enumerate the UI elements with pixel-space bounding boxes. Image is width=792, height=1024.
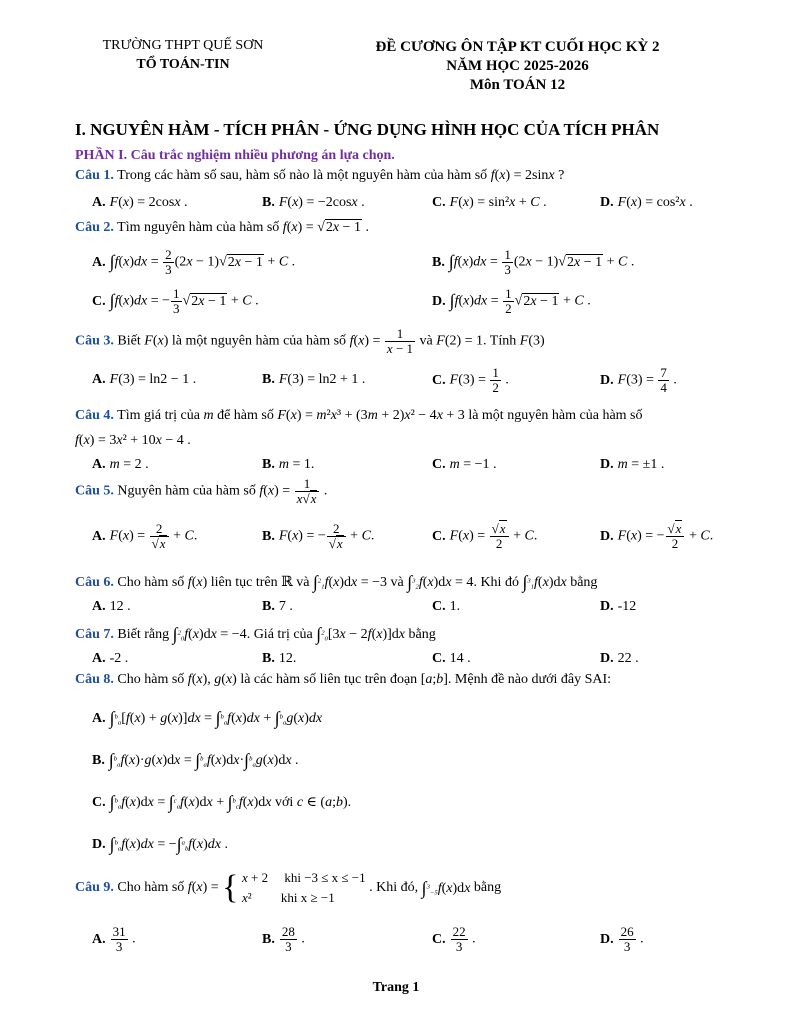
question-4-cont: f(x) = 3x² + 10x − 4 .	[75, 433, 191, 448]
page-number: Trang 1	[372, 980, 420, 995]
q1-option-b[interactable]: B. F(x) = −2cosx .	[262, 195, 365, 210]
q5-option-d[interactable]: D. F(x) = − $\frac{√x}{2}$ + C.	[600, 521, 714, 551]
school-year: NĂM HỌC 2025-2026	[446, 58, 589, 74]
q6-option-b[interactable]: B. 7 .	[262, 599, 293, 614]
q7-option-a[interactable]: A. -2 .	[92, 651, 129, 666]
question-3: Câu 3. Biết F(x) là một nguyên hàm của hàm số f(x) = $\frac{1}{x - 1}$ và F(2) = 1. Tính F(3)	[75, 326, 545, 356]
q6-option-a[interactable]: A. 12 .	[92, 599, 131, 614]
q3-option-c[interactable]: C. F(3) = $\frac{1}{2}$ .	[432, 365, 509, 395]
q9-option-c[interactable]: C. $\frac{22}{3}$ .	[432, 924, 476, 954]
question-9: Câu 9. Cho hàm số f(x) = { x + 2 khi −3 ≤ x ≤ −1 x² khi x ≥ −1 . Khi đó, ∫$^3_{-5}$f(x)dx bằng	[75, 869, 502, 906]
question-5: Câu 5. Nguyên hàm của hàm số f(x) = $\frac{1}{x√x}$ .	[75, 476, 328, 506]
q4-option-c[interactable]: C. m = −1 .	[432, 457, 497, 472]
q4-option-b[interactable]: B. m = 1.	[262, 457, 315, 472]
q8-option-c[interactable]: C. ∫$^b_a$f(x)dx = ∫$^c_a$f(x)dx + ∫$^b_c$f(x)dx với c ∈ (a;b).	[92, 792, 352, 812]
q8-option-b[interactable]: B. ∫$^b_a$f(x)·g(x)dx = ∫$^b_a$f(x)dx·∫$^b_a$g(x)dx .	[92, 750, 299, 770]
q5-option-a[interactable]: A. F(x) = $\frac{2}{√x}$ + C.	[92, 521, 198, 551]
q9-option-b[interactable]: B. $\frac{28}{3}$ .	[262, 924, 305, 954]
question-2: Câu 2. Tìm nguyên hàm của hàm số f(x) = √2x − 1 .	[75, 220, 369, 235]
q1-option-d[interactable]: D. F(x) = cos²x .	[600, 195, 693, 210]
q5-option-c[interactable]: C. F(x) = $\frac{√x}{2}$ + C.	[432, 521, 538, 551]
q6-option-c[interactable]: C. 1.	[432, 599, 461, 614]
q8-option-a[interactable]: A. ∫$^b_a$[f(x) + g(x)]dx = ∫$^b_a$f(x)dx + ∫$^b_a$g(x)dx	[92, 708, 323, 728]
subject: Môn TOÁN 12	[469, 77, 566, 93]
q1-option-a[interactable]: A. F(x) = 2cosx .	[92, 195, 188, 210]
school-name: TRƯỜNG THPT QUẾ SƠN	[102, 38, 264, 53]
q2-option-d[interactable]: D. ∫f(x)dx = $\frac{1}{2}$ √2x − 1 + C .	[432, 286, 591, 316]
section-title: I. NGUYÊN HÀM - TÍCH PHÂN - ỨNG DỤNG HÌNH HỌC CỦA TÍCH PHÂN	[75, 120, 660, 139]
q7-option-b[interactable]: B. 12.	[262, 651, 297, 666]
q8-option-d[interactable]: D. ∫$^b_a$f(x)dx = −∫$^a_b$f(x)dx .	[92, 834, 228, 854]
q3-option-d[interactable]: D. F(3) = $\frac{7}{4}$ .	[600, 365, 677, 395]
q3-option-b[interactable]: B. F(3) = ln2 + 1 .	[262, 372, 366, 387]
question-6: Câu 6. Cho hàm số f(x) liên tục trên ℝ và ∫$^2_1$f(x)dx = −3 và ∫$^3_2$f(x)dx = 4. Khi đó ∫$^3_1$f(x)dx bằng	[75, 572, 598, 592]
q9-option-a[interactable]: A. $\frac{31}{3}$ .	[92, 924, 136, 954]
q9-option-d[interactable]: D. $\frac{26}{3}$ .	[600, 924, 644, 954]
q4-option-a[interactable]: A. m = 2 .	[92, 457, 149, 472]
q1-option-c[interactable]: C. F(x) = sin²x + C .	[432, 195, 547, 210]
q6-option-d[interactable]: D. -12	[600, 599, 637, 614]
question-8: Câu 8. Cho hàm số f(x), g(x) là các hàm số liên tục trên đoạn [a;b]. Mệnh đề nào dưới đây SAI:	[75, 672, 612, 687]
doc-title: ĐỀ CƯƠNG ÔN TẬP KT CUỐI HỌC KỲ 2	[375, 39, 660, 55]
question-1: Câu 1. Trong các hàm số sau, hàm số nào là một nguyên hàm của hàm số f(x) = 2sinx ?	[75, 168, 565, 183]
question-7: Câu 7. Biết rằng ∫$^2_0$f(x)dx = −4. Giá trị của ∫$^2_0$[3x − 2f(x)]dx bằng	[75, 624, 436, 644]
q5-option-b[interactable]: B. F(x) = − $\frac{2}{√x}$ + C.	[262, 521, 375, 551]
q2-option-b[interactable]: B. ∫f(x)dx = $\frac{1}{3}$ (2x − 1)√2x − 1 + C .	[432, 247, 635, 277]
part-title: PHẦN I. Câu trắc nghiệm nhiều phương án lựa chọn.	[75, 148, 395, 163]
q3-option-a[interactable]: A. F(3) = ln2 − 1 .	[92, 372, 197, 387]
q7-option-d[interactable]: D. 22 .	[600, 651, 639, 666]
q4-option-d[interactable]: D. m = ±1 .	[600, 457, 665, 472]
question-4: Câu 4. Tìm giá trị của m để hàm số F(x) = m²x³ + (3m + 2)x² − 4x + 3 là một nguyên hàm của hàm số	[75, 408, 643, 423]
department-name: TỔ TOÁN-TIN	[136, 57, 230, 72]
q2-option-c[interactable]: C. ∫f(x)dx = − $\frac{1}{3}$ √2x − 1 + C .	[92, 286, 259, 316]
q2-option-a[interactable]: A. ∫f(x)dx = $\frac{2}{3}$ (2x − 1)√2x − 1 + C .	[92, 247, 296, 277]
q7-option-c[interactable]: C. 14 .	[432, 651, 471, 666]
